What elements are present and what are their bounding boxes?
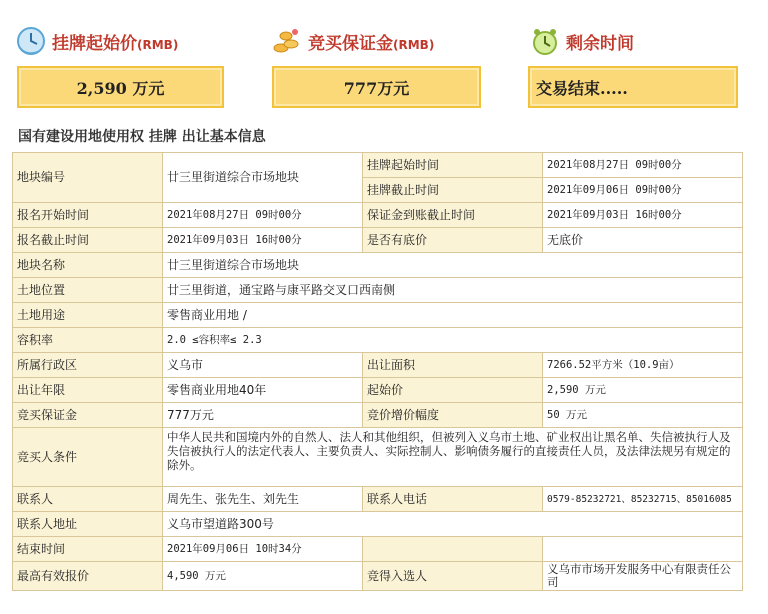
table-row <box>13 328 743 353</box>
table-row <box>13 403 743 428</box>
cell-key: 结束时间 <box>13 537 163 562</box>
table-row <box>13 253 743 278</box>
cell-key: 地块编号 <box>13 153 163 203</box>
cell-key: 挂牌截止时间 <box>363 178 543 203</box>
start-price-value: 2,590 万元 <box>17 66 224 108</box>
table-row <box>13 228 743 253</box>
remaining-label: 剩余时间 <box>566 33 634 54</box>
table-row <box>13 303 743 328</box>
cell-key: 是否有底价 <box>363 228 543 253</box>
cell-key <box>363 537 543 562</box>
cell-value: 2021年09月06日 10时34分 <box>163 537 363 562</box>
clock-icon <box>16 26 46 56</box>
cell-value: 2,590 万元 <box>543 378 743 403</box>
deposit-value: 777万元 <box>272 66 481 108</box>
cell-key: 所属行政区 <box>13 353 163 378</box>
cell-key: 联系人电话 <box>363 487 543 512</box>
deposit-header <box>272 26 434 56</box>
table-row <box>13 562 743 591</box>
cell-value: 50 万元 <box>543 403 743 428</box>
table-row <box>13 512 743 537</box>
cell-value: 2021年09月06日 09时00分 <box>543 178 743 203</box>
cell-value: 廿三里街道综合市场地块 <box>163 253 743 278</box>
table-row <box>13 153 743 178</box>
cell-value: 周先生、张先生、刘先生 <box>163 487 363 512</box>
cell-key: 保证金到账截止时间 <box>363 203 543 228</box>
info-table <box>12 152 743 591</box>
cell-key: 地块名称 <box>13 253 163 278</box>
alarm-clock-icon <box>530 26 560 56</box>
cell-key: 联系人地址 <box>13 512 163 537</box>
table-row <box>13 203 743 228</box>
table-row <box>13 487 743 512</box>
cell-value: 廿三里街道综合市场地块 <box>163 153 363 203</box>
cell-value: 2021年09月03日 16时00分 <box>543 203 743 228</box>
section-title: 国有建设用地使用权 挂牌 出让基本信息 <box>18 129 266 145</box>
cell-value: 零售商业用地 / <box>163 303 743 328</box>
cell-key: 竞得入选人 <box>363 562 543 591</box>
remaining-value: 交易结束..... <box>528 66 738 108</box>
cell-key: 竞买人条件 <box>13 428 163 487</box>
cell-value: 无底价 <box>543 228 743 253</box>
cell-key: 出让面积 <box>363 353 543 378</box>
table-row <box>13 353 743 378</box>
cell-value: 义乌市市场开发服务中心有限责任公司 <box>543 562 743 591</box>
cell-value: 义乌市望道路300号 <box>163 512 743 537</box>
cell-value: 中华人民共和国境内外的自然人、法人和其他组织，但被列入义乌市土地、矿业权出让黑名单、失信被执行人及失信被执行人的法定代表人、主要负责人、实际控制人、影响债务履行的直接责任人员，及法律法规另有规定的除外。 <box>163 428 743 487</box>
cell-key: 竞买保证金 <box>13 403 163 428</box>
cell-value: 777万元 <box>163 403 363 428</box>
cell-value: 0579-85232721、85232715、85016085 <box>543 487 743 512</box>
cell-value <box>543 537 743 562</box>
cell-value: 零售商业用地40年 <box>163 378 363 403</box>
cell-key: 报名开始时间 <box>13 203 163 228</box>
cell-key: 容积率 <box>13 328 163 353</box>
cell-value: 义乌市 <box>163 353 363 378</box>
remaining-header <box>530 26 634 56</box>
start-price-header <box>16 26 178 56</box>
cell-value: 7266.52平方米（10.9亩） <box>543 353 743 378</box>
cell-key: 挂牌起始时间 <box>363 153 543 178</box>
cell-value: 2021年09月03日 16时00分 <box>163 228 363 253</box>
deposit-label: 竞买保证金(RMB) <box>308 33 435 54</box>
cell-key: 竞价增价幅度 <box>363 403 543 428</box>
cell-key: 土地位置 <box>13 278 163 303</box>
cell-value: 2021年08月27日 09时00分 <box>163 203 363 228</box>
cell-key: 联系人 <box>13 487 163 512</box>
start-price-label: 挂牌起始价(RMB) <box>52 33 179 54</box>
cell-key: 报名截止时间 <box>13 228 163 253</box>
table-row <box>13 537 743 562</box>
cell-key: 土地用途 <box>13 303 163 328</box>
cell-value: 2021年08月27日 09时00分 <box>543 153 743 178</box>
cell-value: 廿三里街道，通宝路与康平路交叉口西南侧 <box>163 278 743 303</box>
cell-key: 起始价 <box>363 378 543 403</box>
table-row <box>13 378 743 403</box>
table-row <box>13 278 743 303</box>
cell-value: 4,590 万元 <box>163 562 363 591</box>
table-row <box>13 428 743 487</box>
cell-key: 最高有效报价 <box>13 562 163 591</box>
summary-panel <box>0 0 768 118</box>
cell-key: 出让年限 <box>13 378 163 403</box>
coins-icon <box>272 26 302 56</box>
cell-value: 2.0 ≤容积率≤ 2.3 <box>163 328 743 353</box>
